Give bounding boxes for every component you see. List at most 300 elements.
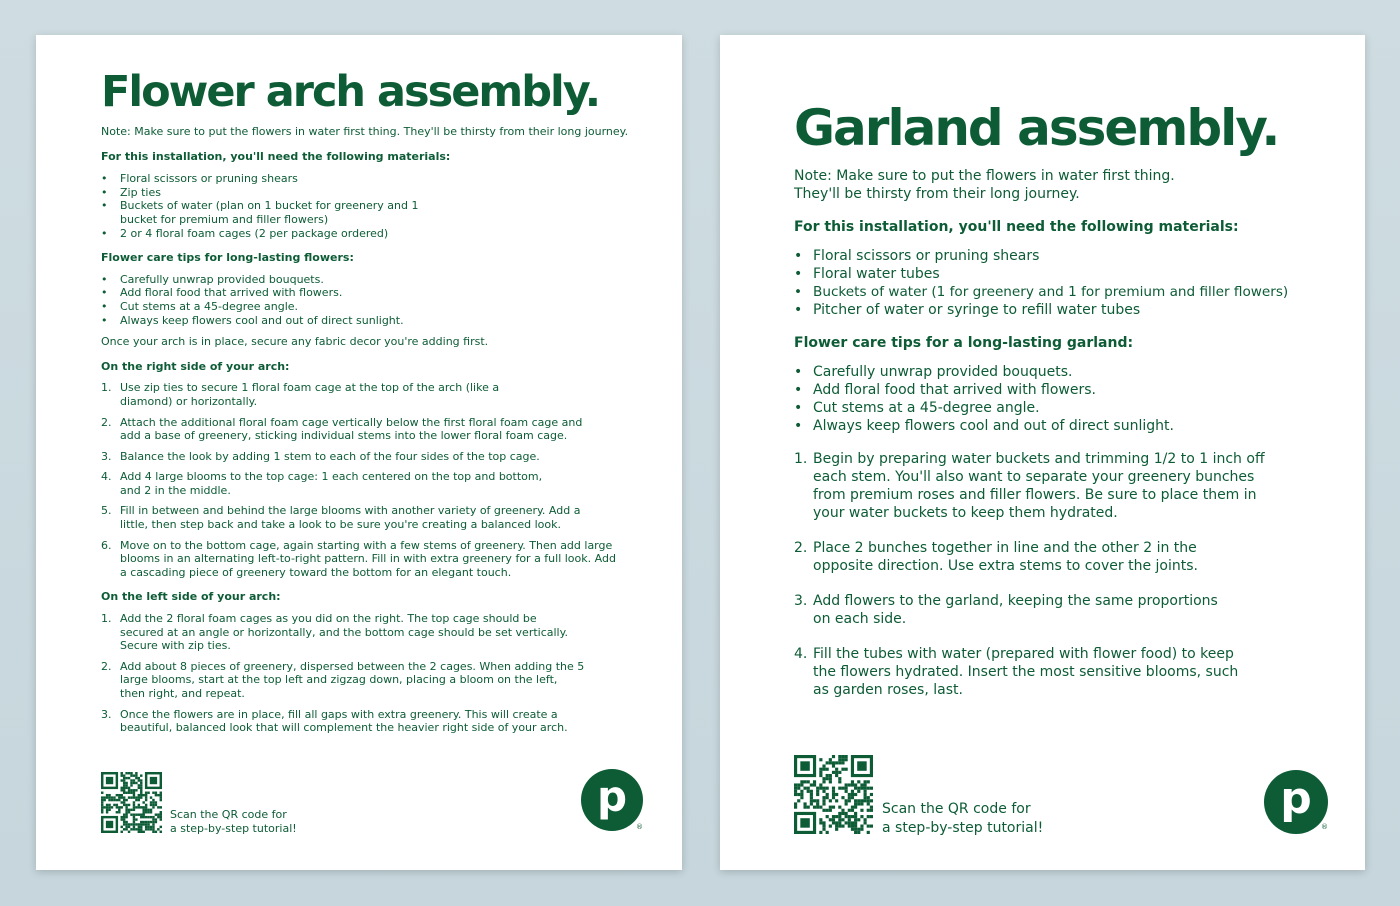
step-item: 3. Balance the look by adding 1 stem to each of the four sides of the top cage. (101, 449, 540, 463)
qr-module (838, 777, 841, 780)
qr-module (835, 771, 838, 774)
qr-module (867, 802, 870, 805)
qr-module (147, 811, 149, 813)
qr-module (128, 804, 130, 806)
qr-module (133, 801, 135, 803)
qr-module (841, 796, 844, 799)
qr-module (867, 831, 870, 834)
qr-module (123, 782, 125, 784)
qr-module (130, 823, 132, 825)
qr-module (123, 813, 125, 815)
qr-module (140, 796, 142, 798)
qr-module (118, 809, 120, 811)
step-item: 6. Move on to the bottom cage, again starting with a few stems of greenery. Then add large blooms in an alternating left-to-right pattern. Fill in with extra greenery for a full look. Add a cascading piece of greenery toward the bottom for an elegant touch. (101, 538, 616, 579)
qr-code[interactable] (794, 755, 873, 834)
qr-module (116, 804, 118, 806)
step-item: 2. Add about 8 pieces of greenery, dispersed between the 2 cages. When adding the 5 large blooms, start at the top left and zigzag down, placing a bloom on the left, then right, and repeat. (101, 659, 585, 700)
qr-module (106, 796, 108, 798)
qr-module (794, 806, 797, 809)
qr-module (819, 806, 822, 809)
list-item: • Floral water tubes (794, 265, 1325, 283)
qr-module (140, 826, 142, 828)
qr-module (101, 811, 103, 813)
step-item: 4. Fill the tubes with water (prepared with flower food) to keep the flowers hydrated. Insert the most sensitive blooms, such as garden roses, last. (794, 646, 1239, 698)
qr-module (819, 821, 822, 824)
qr-module (835, 799, 838, 802)
qr-module (845, 783, 848, 786)
qr-module (857, 799, 860, 802)
qr-module (135, 772, 137, 774)
qr-module (816, 793, 819, 796)
qr-module (138, 787, 140, 789)
qr-module (145, 794, 147, 796)
qr-module (123, 774, 125, 776)
qr-module (857, 802, 860, 805)
once-text: Once your arch is in place, secure any fabric decor you're adding first. (101, 335, 489, 349)
qr-module (816, 790, 819, 793)
qr-module (160, 813, 162, 815)
qr-module (140, 787, 142, 789)
qr-module (848, 815, 851, 818)
list-item: • Floral scissors or pruning shears (101, 172, 642, 186)
qr-module (135, 806, 137, 808)
qr-module (150, 809, 152, 811)
qr-module (826, 768, 829, 771)
qr-module (829, 809, 832, 812)
qr-module (829, 758, 832, 761)
qr-module (800, 761, 809, 770)
qr-module (125, 804, 127, 806)
qr-module (150, 777, 157, 784)
qr-module (860, 802, 863, 805)
qr-module (135, 777, 137, 779)
qr-module (130, 828, 132, 830)
qr-module (819, 831, 822, 834)
qr-module (147, 823, 149, 825)
qr-module (138, 813, 140, 815)
qr-module (152, 801, 154, 803)
qr-module (133, 813, 135, 815)
qr-module (130, 779, 132, 781)
qr-module (794, 802, 797, 805)
qr-module (848, 821, 851, 824)
qr-module (108, 809, 110, 811)
qr-module (794, 793, 797, 796)
qr-module (135, 789, 137, 791)
qr-module (111, 799, 113, 801)
qr-module (854, 787, 857, 790)
qr-module (113, 799, 115, 801)
qr-module (867, 809, 870, 812)
qr-module (807, 787, 810, 790)
qr-module (867, 787, 870, 790)
page-title: Garland assembly. (794, 99, 1279, 157)
qr-module (135, 796, 137, 798)
qr-module (160, 799, 162, 801)
qr-module (854, 821, 857, 824)
qr-module (838, 780, 841, 783)
qr-module (829, 761, 832, 764)
materials-heading: For this installation, you'll need the following materials: (101, 149, 451, 163)
qr-module (123, 816, 125, 818)
qr-module (832, 821, 835, 824)
qr-module (832, 818, 835, 821)
qr-module (128, 809, 130, 811)
qr-module (106, 821, 113, 828)
qr-module (816, 799, 819, 802)
list-item: • Add floral food that arrived with flowers. (794, 381, 1325, 399)
qr-module (142, 823, 144, 825)
qr-module (822, 821, 825, 824)
qr-module (822, 796, 825, 799)
qr-module (854, 793, 857, 796)
right-side-heading: On the right side of your arch: (101, 359, 290, 373)
qr-module (130, 784, 132, 786)
qr-module (832, 793, 835, 796)
qr-module (832, 790, 835, 793)
qr-module (121, 801, 123, 803)
qr-module (867, 799, 870, 802)
qr-module (870, 793, 873, 796)
materials-list (101, 172, 642, 240)
qr-module (851, 780, 854, 783)
qr-module (822, 809, 825, 812)
step-item: 3. Once the flowers are in place, fill all gaps with extra greenery. This will create a beautiful, balanced look that will complement the heavier right side of your arch. (101, 707, 568, 735)
qr-module (138, 823, 140, 825)
qr-code[interactable] (101, 772, 162, 833)
qr-module (800, 780, 803, 783)
qr-module (150, 796, 152, 798)
qr-module (851, 828, 854, 831)
qr-module (130, 772, 132, 774)
list-item: • Zip ties (101, 186, 642, 200)
qr-module (123, 828, 125, 830)
qr-module (125, 784, 127, 786)
qr-module (150, 821, 152, 823)
qr-module (121, 796, 123, 798)
step-item: 1. Use zip ties to secure 1 floral foam cage at the top of the arch (like a diamond) or horizontally. (101, 381, 500, 408)
qr-module (832, 764, 835, 767)
qr-caption: Scan the QR code for a step-by-step tutorial! (882, 801, 1044, 836)
qr-module (841, 761, 844, 764)
qr-module (807, 780, 810, 783)
qr-module (832, 815, 835, 818)
qr-module (118, 794, 120, 796)
qr-module (819, 771, 822, 774)
step-item: 1. Add the 2 floral foam cages as you did on the right. The top cage should be secured at an angle or horizontally, and the bottom cage should be set vertically. Secure with zip ties. (101, 612, 569, 653)
qr-module (133, 818, 135, 820)
list-item: • Buckets of water (1 for greenery and 1 for premium and filler flowers) (794, 283, 1325, 301)
qr-module (106, 804, 108, 806)
qr-module (140, 821, 142, 823)
qr-module (838, 818, 841, 821)
qr-module (857, 787, 860, 790)
qr-module (108, 804, 110, 806)
step-item: 2. Attach the additional floral foam cage vertically below the first floral foam cage and add a base of greenery, sticking individual stems into the lower floral foam cage. (101, 415, 583, 443)
qr-module (845, 812, 848, 815)
qr-module (851, 790, 854, 793)
qr-module (857, 790, 860, 793)
qr-module (822, 790, 825, 793)
qr-module (140, 806, 142, 808)
qr-module (133, 806, 135, 808)
qr-module (845, 815, 848, 818)
qr-module (813, 780, 816, 783)
qr-module (125, 828, 127, 830)
qr-module (845, 799, 848, 802)
qr-module (822, 768, 825, 771)
qr-module (860, 799, 863, 802)
qr-module (133, 789, 135, 791)
qr-module (140, 831, 142, 833)
qr-module (832, 806, 835, 809)
qr-module (155, 801, 157, 803)
qr-module (832, 796, 835, 799)
step-item: 3. Add flowers to the garland, keeping the same proportions on each side. (794, 593, 1218, 627)
qr-module (848, 809, 851, 812)
qr-module (800, 818, 809, 827)
qr-module (864, 796, 867, 799)
qr-module (829, 799, 832, 802)
qr-module (854, 815, 857, 818)
qr-module (108, 806, 110, 808)
qr-module (145, 823, 147, 825)
qr-module (826, 761, 829, 764)
qr-module (155, 792, 157, 794)
qr-module (152, 804, 154, 806)
qr-module (123, 787, 125, 789)
qr-module (103, 806, 105, 808)
qr-module (797, 783, 800, 786)
qr-module (145, 804, 147, 806)
qr-module (152, 792, 154, 794)
qr-module (138, 794, 140, 796)
qr-module (138, 831, 140, 833)
qr-module (123, 792, 125, 794)
qr-module (133, 779, 135, 781)
qr-module (130, 789, 132, 791)
qr-module (848, 799, 851, 802)
qr-module (841, 809, 844, 812)
materials-list (794, 247, 1325, 319)
qr-module (135, 813, 137, 815)
qr-module (123, 818, 125, 820)
qr-module (822, 799, 825, 802)
qr-module (819, 758, 822, 761)
qr-module (140, 779, 142, 781)
qr-module (157, 816, 159, 818)
qr-module (142, 809, 144, 811)
qr-module (133, 796, 135, 798)
qr-module (854, 799, 857, 802)
qr-module (822, 787, 825, 790)
qr-module (106, 811, 108, 813)
qr-module (838, 815, 841, 818)
qr-module (142, 821, 144, 823)
qr-module (142, 806, 144, 808)
qr-module (860, 783, 863, 786)
qr-module (106, 794, 108, 796)
qr-module (142, 831, 144, 833)
list-item: • Buckets of water (plan on 1 bucket for greenery and 1 bucket for premium and filler flowers) (101, 199, 420, 226)
qr-module (854, 783, 857, 786)
qr-module (147, 821, 149, 823)
qr-module (838, 771, 841, 774)
qr-module (822, 802, 825, 805)
qr-module (111, 796, 113, 798)
qr-module (150, 828, 152, 830)
qr-module (841, 825, 844, 828)
qr-module (138, 826, 140, 828)
qr-module (133, 823, 135, 825)
qr-module (140, 823, 142, 825)
left-side-steps (101, 612, 642, 735)
qr-module (870, 825, 873, 828)
qr-module (128, 823, 130, 825)
qr-module (101, 799, 103, 801)
qr-module (147, 792, 149, 794)
qr-module (108, 799, 110, 801)
qr-module (826, 774, 829, 777)
qr-module (867, 825, 870, 828)
qr-module (145, 799, 147, 801)
qr-module (851, 809, 854, 812)
qr-module (116, 811, 118, 813)
qr-module (130, 809, 132, 811)
qr-module (101, 796, 103, 798)
qr-module (145, 821, 147, 823)
qr-module (155, 804, 157, 806)
qr-module (845, 802, 848, 805)
qr-module (116, 799, 118, 801)
qr-module (857, 761, 866, 770)
qr-module (145, 811, 147, 813)
qr-module (147, 809, 149, 811)
qr-module (816, 802, 819, 805)
qr-module (135, 823, 137, 825)
page-title: Flower arch assembly. (101, 67, 600, 117)
qr-module (101, 809, 103, 811)
qr-module (854, 802, 857, 805)
qr-module (150, 811, 152, 813)
qr-module (816, 806, 819, 809)
qr-module (152, 816, 154, 818)
qr-module (841, 818, 844, 821)
qr-module (838, 806, 841, 809)
qr-module (813, 783, 816, 786)
qr-module (860, 809, 863, 812)
qr-module (860, 815, 863, 818)
qr-module (822, 828, 825, 831)
qr-module (121, 772, 123, 774)
qr-module (848, 793, 851, 796)
qr-module (140, 792, 142, 794)
qr-module (826, 831, 829, 834)
qr-module (147, 828, 149, 830)
qr-module (838, 821, 841, 824)
qr-module (160, 796, 162, 798)
qr-module (854, 812, 857, 815)
qr-module (867, 780, 870, 783)
qr-module (835, 761, 838, 764)
publix-logo: p (1264, 770, 1328, 834)
qr-module (116, 794, 118, 796)
qr-module (138, 806, 140, 808)
qr-module (128, 831, 130, 833)
qr-module (101, 806, 103, 808)
qr-module (851, 783, 854, 786)
qr-module (800, 796, 803, 799)
qr-module (854, 818, 857, 821)
step-item: 1. Begin by preparing water buckets and trimming 1/2 to 1 inch off each stem. You'll also want to separate your greenery bunches from premium roses and filler flowers. Be sure to place them in your water buckets to keep them hydrated. (794, 451, 1265, 521)
list-item: • Always keep flowers cool and out of direct sunlight. (101, 314, 642, 328)
qr-module (160, 811, 162, 813)
qr-module (121, 789, 123, 791)
qr-module (150, 804, 152, 806)
qr-module (121, 831, 123, 833)
qr-module (128, 796, 130, 798)
qr-module (854, 806, 857, 809)
qr-module (819, 818, 822, 821)
qr-module (125, 777, 127, 779)
list-item: • Carefully unwrap provided bouquets. (101, 273, 642, 287)
care-heading: Flower care tips for long-lasting flowers: (101, 251, 354, 265)
qr-module (125, 821, 127, 823)
flower-arch-sheet (36, 35, 682, 870)
qr-module (128, 811, 130, 813)
qr-module (121, 816, 123, 818)
qr-module (835, 828, 838, 831)
qr-module (800, 790, 803, 793)
qr-module (870, 799, 873, 802)
qr-module (851, 825, 854, 828)
qr-module (147, 816, 149, 818)
qr-module (133, 794, 135, 796)
qr-module (822, 764, 825, 767)
qr-module (103, 799, 105, 801)
qr-module (819, 768, 822, 771)
registered-mark: ® (636, 823, 643, 831)
qr-module (854, 825, 857, 828)
qr-module (150, 826, 152, 828)
qr-module (133, 826, 135, 828)
qr-module (123, 799, 125, 801)
qr-module (145, 809, 147, 811)
qr-module (860, 787, 863, 790)
qr-module (829, 780, 832, 783)
qr-module (155, 794, 157, 796)
qr-module (121, 794, 123, 796)
qr-module (133, 828, 135, 830)
qr-module (152, 806, 154, 808)
qr-module (160, 816, 162, 818)
registered-mark: ® (1321, 823, 1328, 831)
qr-module (797, 787, 800, 790)
qr-module (864, 787, 867, 790)
qr-module (118, 806, 120, 808)
qr-module (108, 796, 110, 798)
qr-module (838, 812, 841, 815)
qr-module (864, 780, 867, 783)
qr-module (133, 792, 135, 794)
qr-module (800, 793, 803, 796)
qr-module (155, 818, 157, 820)
qr-module (125, 813, 127, 815)
qr-module (864, 818, 867, 821)
qr-module (835, 768, 838, 771)
qr-module (142, 794, 144, 796)
step-item: 5. Fill in between and behind the large blooms with another variety of greenery. Add a little, then step back and take a look to be sure you're creating a balanced look. (101, 504, 581, 532)
